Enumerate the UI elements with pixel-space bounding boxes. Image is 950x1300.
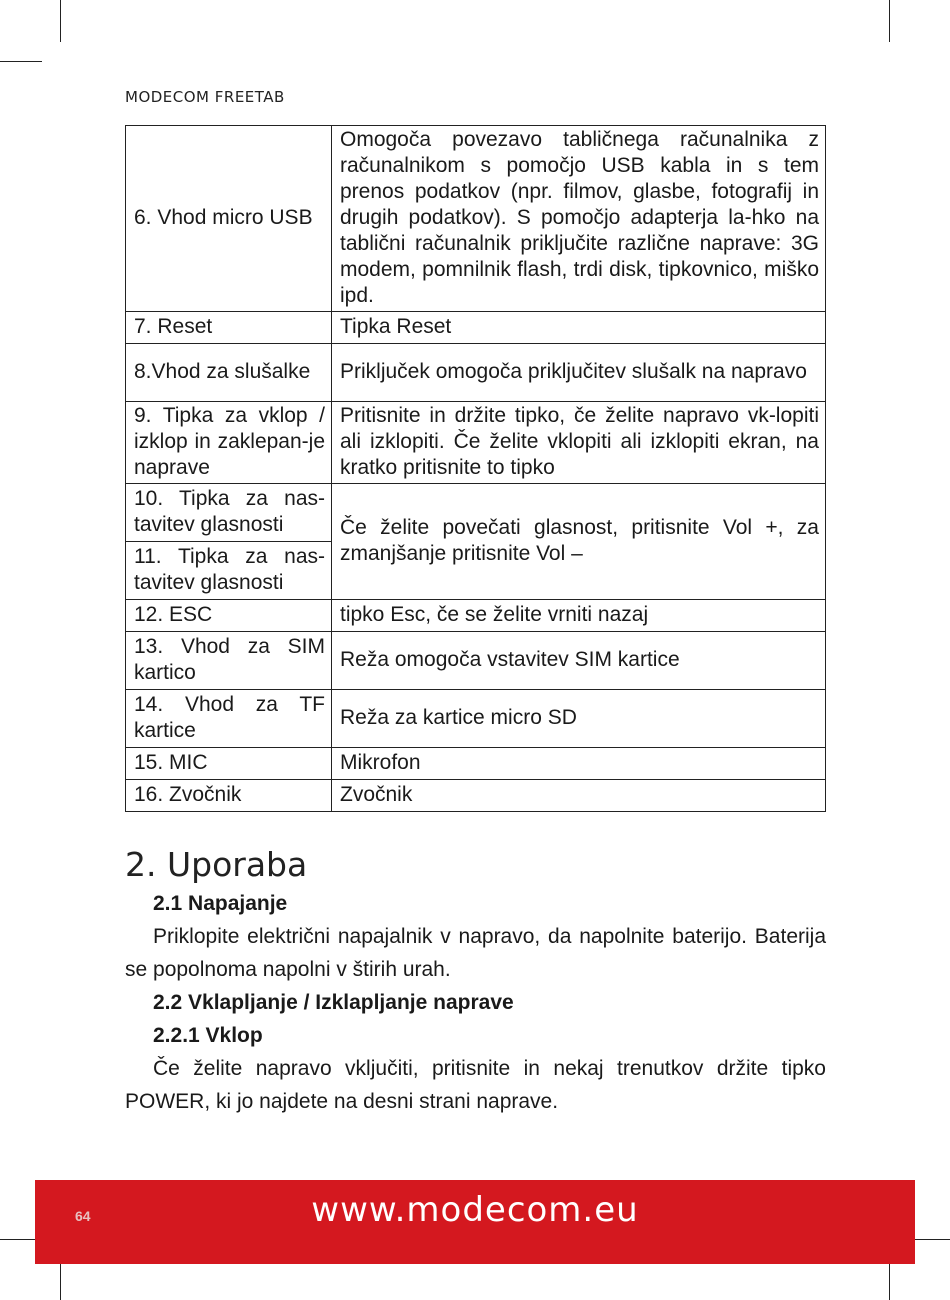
table-row: [126, 126, 826, 312]
table-row: [126, 600, 826, 632]
crop-mark: [889, 1258, 890, 1300]
table-cell-description: Reža za kartice micro SD: [332, 690, 826, 748]
paragraph: Priklopite električni napajalnik v napravo, da napolnite baterijo. Baterija se popolnoma napolni v štirih urah.: [125, 925, 826, 981]
table-cell-description: Če želite povečati glasnost, pritisnite Vol +, za zmanjšanje pritisnite Vol –: [332, 484, 826, 600]
crop-mark: [60, 0, 61, 42]
subsection-heading: 2.2.1 Vklop: [153, 1024, 263, 1047]
footer-bar: [35, 1180, 915, 1264]
table-cell-label: 16. Zvočnik: [126, 780, 332, 812]
table-cell-label: 15. MIC: [126, 748, 332, 780]
table-cell-description: Zvočnik: [332, 780, 826, 812]
table-row: [126, 690, 826, 748]
table-cell-label: 13. Vhod za SIM kartico: [126, 632, 332, 690]
table-row: [126, 632, 826, 690]
table-row: [126, 402, 826, 484]
table-cell-label: 11. Tipka za nas-tavitev glasnosti: [126, 542, 332, 600]
page-number: 64: [75, 1208, 91, 1224]
footer-url: www.modecom.eu: [311, 1190, 639, 1230]
table-cell-label: 12. ESC: [126, 600, 332, 632]
table-cell-label: 8.Vhod za slušalke: [126, 344, 332, 402]
table-row: [126, 748, 826, 780]
table-cell-description: Pritisnite in držite tipko, če želite napravo vk-lopiti ali izklopiti. Če želite vklopiti ali izklopiti ekran, na kratko pritisnite to tipko: [332, 402, 826, 484]
table-cell-description: Mikrofon: [332, 748, 826, 780]
table-row: [126, 312, 826, 344]
crop-mark: [60, 1258, 61, 1300]
table-cell-description: Priključek omogoča priključitev slušalk na napravo: [332, 344, 826, 402]
table-cell-label: 6. Vhod micro USB: [126, 126, 332, 312]
section-content: [125, 887, 826, 1118]
section-title: 2. Uporaba: [125, 845, 308, 884]
table-row: [126, 344, 826, 402]
spec-table: [125, 125, 826, 812]
table-cell-label: 14. Vhod za TF kartice: [126, 690, 332, 748]
table-cell-description: Tipka Reset: [332, 312, 826, 344]
table-cell-label: 10. Tipka za nas-tavitev glasnosti: [126, 484, 332, 542]
table-cell-description: tipko Esc, če se želite vrniti nazaj: [332, 600, 826, 632]
table-cell-label: 9. Tipka za vklop / izklop in zaklepan-je naprave: [126, 402, 332, 484]
table-row: [126, 780, 826, 812]
table-row: [126, 484, 826, 542]
paragraph: Če želite napravo vključiti, pritisnite in nekaj trenutkov držite tipko POWER, ki jo najdete na desni strani naprave.: [125, 1057, 826, 1113]
subsection-heading: 2.1 Napajanje: [153, 892, 288, 915]
table-cell-description: Omogoča povezavo tabličnega računalnika z računalnikom s pomočjo USB kabla in s tem prenos podatkov (npr. filmov, glasbe, fotografij in drugih podatkov). S pomočjo adapterja la-hko na tablični računalnik priključite različne naprave: 3G modem, pomnilnik flash, trdi disk, tipkovnico, miško ipd.: [332, 126, 826, 312]
crop-mark: [889, 0, 890, 42]
table-cell-description: Reža omogoča vstavitev SIM kartice: [332, 632, 826, 690]
table-cell-label: 7. Reset: [126, 312, 332, 344]
subsection-heading: 2.2 Vklapljanje / Izklapljanje naprave: [153, 991, 514, 1014]
running-header: MODECOM FREETAB: [125, 88, 285, 106]
crop-mark: [0, 61, 42, 62]
